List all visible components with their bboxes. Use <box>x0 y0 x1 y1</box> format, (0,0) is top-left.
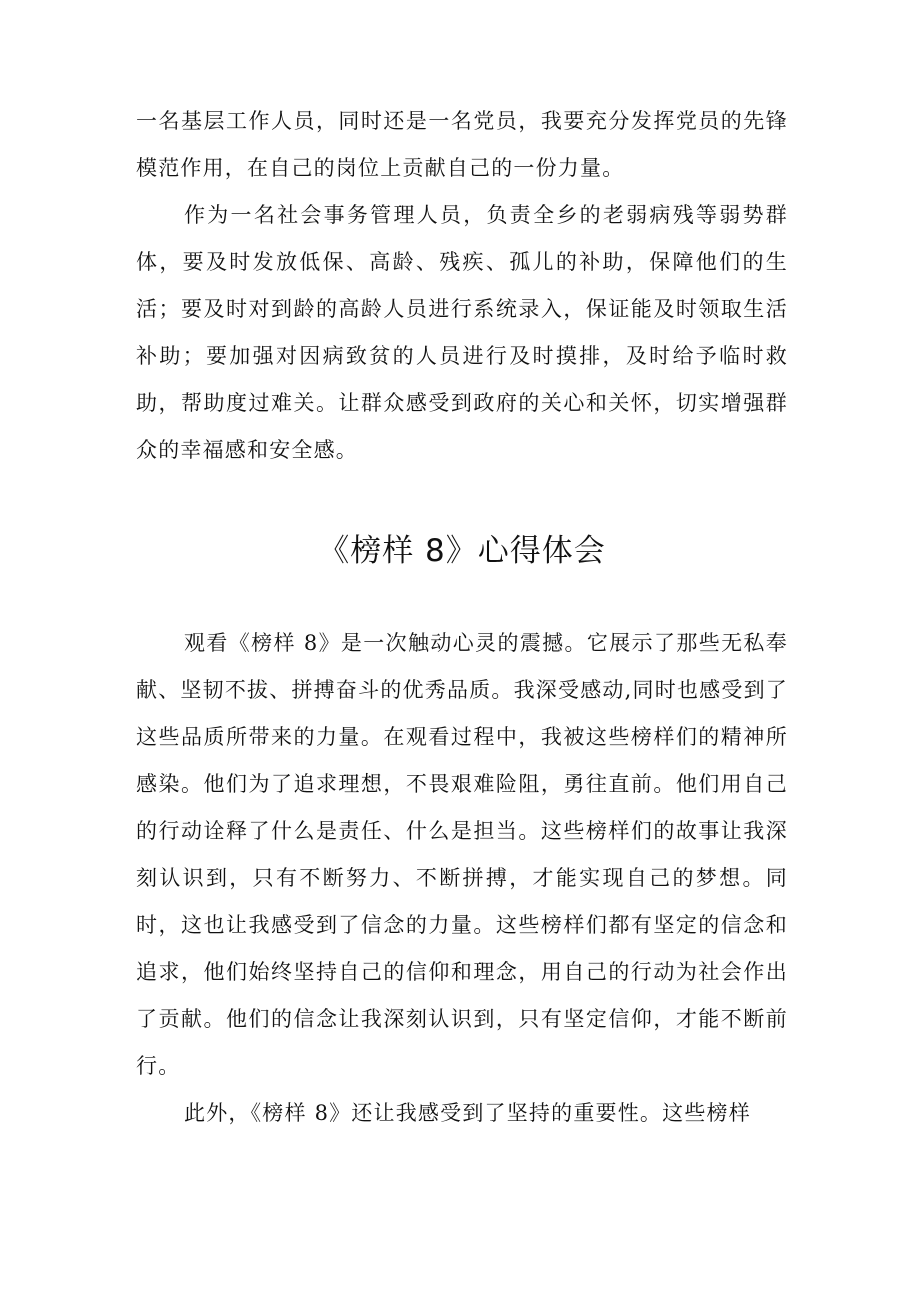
paragraph-persistence: 此外，《榜样 8》还让我感受到了坚持的重要性。这些榜样 <box>184 1101 751 1125</box>
paragraph-continuation: 一名基层工作人员，同时还是一名党员，我要充分发挥党员的先锋模范作用，在自己的岗位上贡献自己的一份力量。 <box>136 109 788 180</box>
paragraph-social-affairs: 作为一名社会事务管理人员，负责全乡的老弱病残等弱势群体，要及时发放低保、高龄、残疾、孤儿的补助，保障他们的生活；要及时对到龄的高龄人员进行系统录入，保证能及时领取生活补助；要加强对因病致贫的人员进行及时摸排，及时给予临时救助，帮助度过难关。让群众感受到政府的关心和关怀，切实增强群众的幸福感和安全感。 <box>136 203 788 462</box>
document-page <box>136 98 788 1137</box>
section-title: 《榜样 8》心得体会 <box>318 533 606 569</box>
paragraph-watching-reflection: 观看《榜样 8》是一次触动心灵的震撼。它展示了那些无私奉献、坚韧不拔、拼搏奋斗的优秀品质。我深受感动,同时也感受到了这些品质所带来的力量。在观看过程中，我被这些榜样们的精神所感染。他们为了追求理想，不畏艰难险阻，勇往直前。他们用自己的行动诠释了什么是责任、什么是担当。这些榜样们的故事让我深刻认识到，只有不断努力、不断拼搏，才能实现自己的梦想。同时，这也让我感受到了信念的力量。这些榜样们都有坚定的信念和追求，他们始终坚持自己的信仰和理念，用自己的行动为社会作出了贡献。他们的信念让我深刻认识到，只有坚定信仰，才能不断前行。 <box>136 631 788 1078</box>
